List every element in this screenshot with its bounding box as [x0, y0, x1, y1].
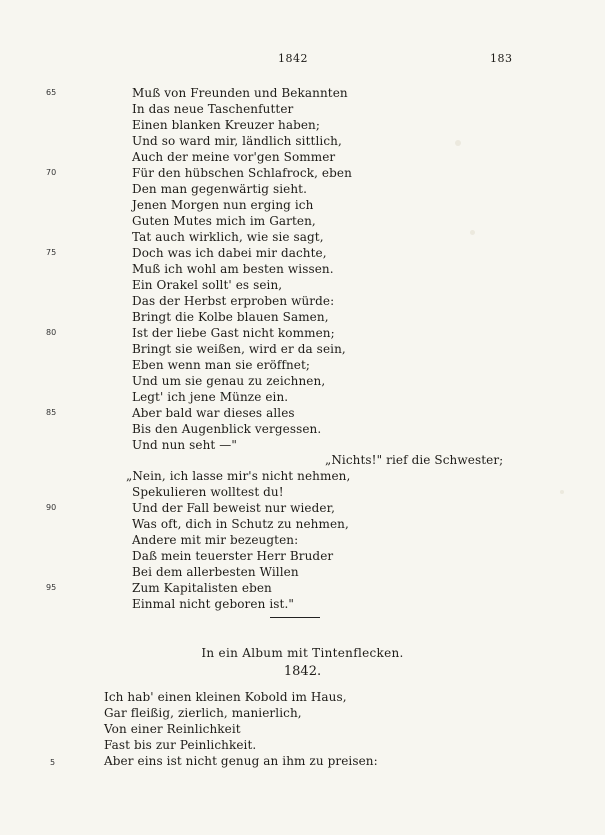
section-title: In ein Album mit Tintenflecken. — [201, 646, 404, 660]
poem-line: Bringt sie weißen, wird er da sein, — [132, 342, 346, 356]
poem-line: Doch was ich dabei mir dachte, — [132, 246, 327, 260]
poem-line: Guten Mutes mich im Garten, — [132, 214, 316, 228]
poem-line: Aber bald war dieses alles — [132, 406, 295, 420]
poem-line: Einen blanken Kreuzer haben; — [132, 118, 321, 132]
poem-line: Zum Kapitalisten eben — [132, 581, 272, 595]
section-year: 1842. — [283, 664, 322, 679]
poem-line: „Nein, ich lasse mir's nicht nehmen, — [126, 469, 351, 483]
poem-line: Einmal nicht geboren ist." — [132, 597, 294, 611]
paper-stain — [560, 490, 564, 494]
page-number: 183 — [490, 52, 513, 65]
running-head — [0, 52, 605, 68]
poem-line: Was oft, dich in Schutz zu nehmen, — [132, 517, 349, 531]
poem-line: „Nichts!" rief die Schwester; — [325, 453, 504, 467]
poem-line: Für den hübschen Schlafrock, eben — [132, 166, 352, 180]
poem-line: Daß mein teuerster Herr Bruder — [132, 549, 334, 563]
poem-line: Ein Orakel sollt' es sein, — [132, 278, 283, 292]
line-number: 95 — [46, 583, 57, 592]
line-number: 70 — [46, 168, 57, 177]
poem-line: Und um sie genau zu zeichnen, — [132, 374, 326, 388]
poem-line: Den man gegenwärtig sieht. — [132, 182, 308, 196]
poem-line: Muß von Freunden und Bekannten — [132, 86, 348, 100]
poem-line: Tat auch wirklich, wie sie sagt, — [132, 230, 324, 244]
paper-stain — [455, 140, 461, 146]
poem-line: Bis den Augenblick vergessen. — [132, 422, 322, 436]
section-divider — [270, 617, 320, 618]
poem-line: Muß ich wohl am besten wissen. — [132, 262, 334, 276]
line-number: 75 — [46, 248, 57, 257]
poem-line: Andere mit mir bezeugten: — [132, 533, 299, 547]
line-number: 5 — [50, 758, 56, 767]
poem-line: Legt' ich jene Münze ein. — [132, 390, 289, 404]
poem-line: In das neue Taschenfutter — [132, 102, 294, 116]
poem-line: Fast bis zur Peinlichkeit. — [104, 738, 257, 752]
poem-line: Ich hab' einen kleinen Kobold im Haus, — [104, 690, 347, 704]
line-number: 85 — [46, 408, 57, 417]
poem-line: Jenen Morgen nun erging ich — [132, 198, 314, 212]
poem-line: Das der Herbst erproben würde: — [132, 294, 335, 308]
poem-line: Und nun seht —" — [132, 438, 237, 452]
poem-line: Bei dem allerbesten Willen — [132, 565, 299, 579]
poem-line: Ist der liebe Gast nicht kommen; — [132, 326, 335, 340]
line-number: 65 — [46, 88, 57, 97]
poem-line: Aber eins ist nicht genug an ihm zu preisen: — [104, 754, 378, 768]
poem-line: Gar fleißig, zierlich, manierlich, — [104, 706, 302, 720]
paper-stain — [470, 230, 475, 235]
poem-line: Auch der meine vor'gen Sommer — [132, 150, 336, 164]
poem-line: Bringt die Kolbe blauen Samen, — [132, 310, 329, 324]
line-number: 90 — [46, 503, 57, 512]
poem-line: Spekulieren wolltest du! — [132, 485, 284, 499]
poem-line: Eben wenn man sie eröffnet; — [132, 358, 311, 372]
poem-line: Und so ward mir, ländlich sittlich, — [132, 134, 342, 148]
running-head-year: 1842 — [278, 52, 308, 65]
poem-line: Und der Fall beweist nur wieder, — [132, 501, 336, 515]
line-number: 80 — [46, 328, 57, 337]
poem-line: Von einer Reinlichkeit — [104, 722, 241, 736]
